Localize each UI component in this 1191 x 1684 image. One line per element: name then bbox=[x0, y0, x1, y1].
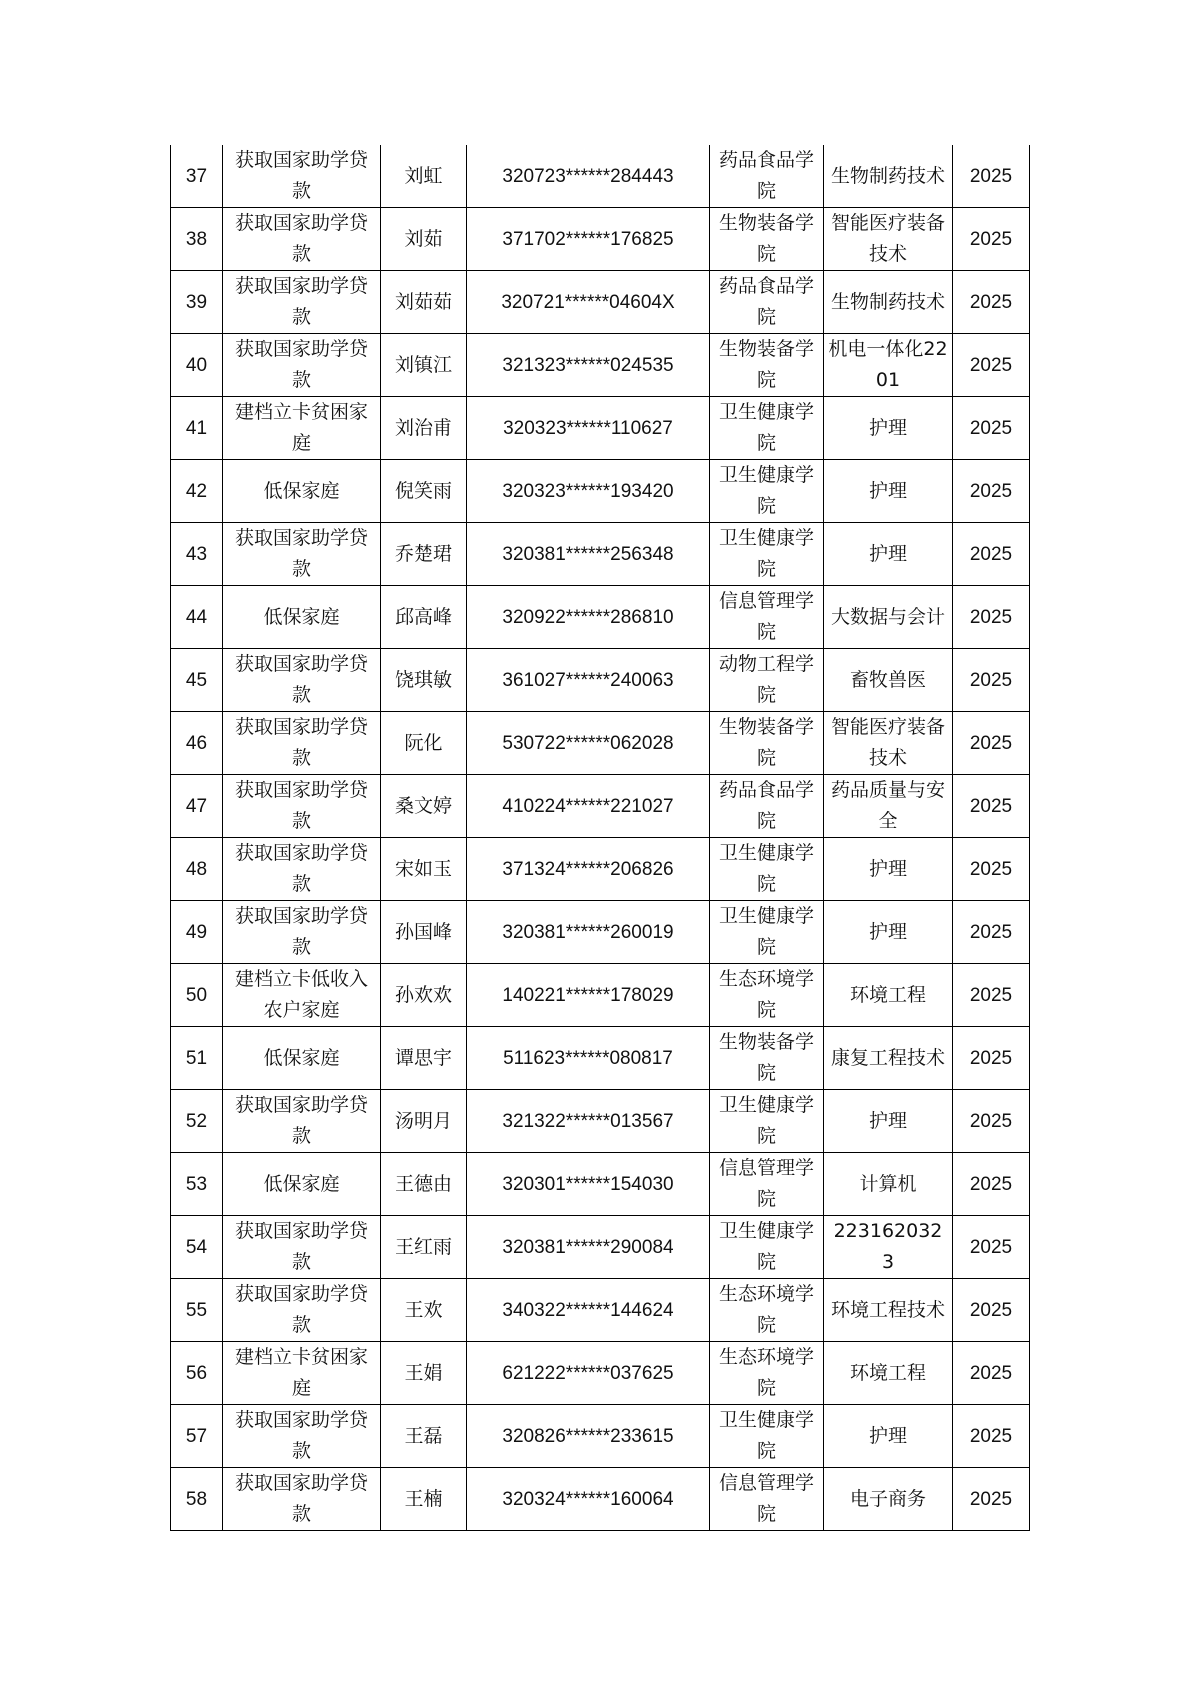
student-name-cell: 乔楚珺 bbox=[381, 523, 467, 586]
student-name-cell: 王磊 bbox=[381, 1405, 467, 1468]
id-number-cell: 320324******160064 bbox=[467, 1468, 710, 1531]
id-number-cell: 320723******284443 bbox=[467, 145, 710, 208]
aid-type-cell: 获取国家助学贷款 bbox=[223, 208, 381, 271]
college-cell: 卫生健康学院 bbox=[710, 1405, 824, 1468]
year-cell: 2025 bbox=[953, 523, 1030, 586]
year-cell: 2025 bbox=[953, 586, 1030, 649]
year-cell: 2025 bbox=[953, 712, 1030, 775]
major-cell: 康复工程技术 bbox=[824, 1027, 953, 1090]
major-cell: 生物制药技术 bbox=[824, 271, 953, 334]
aid-type-cell: 获取国家助学贷款 bbox=[223, 649, 381, 712]
college-cell: 信息管理学院 bbox=[710, 586, 824, 649]
college-cell: 卫生健康学院 bbox=[710, 1216, 824, 1279]
major-cell: 环境工程技术 bbox=[824, 1279, 953, 1342]
year-cell: 2025 bbox=[953, 775, 1030, 838]
student-name-cell: 刘茹 bbox=[381, 208, 467, 271]
id-number-cell: 320381******260019 bbox=[467, 901, 710, 964]
table-row bbox=[171, 523, 1030, 586]
table-row bbox=[171, 1090, 1030, 1153]
year-cell: 2025 bbox=[953, 334, 1030, 397]
major-cell: 护理 bbox=[824, 1405, 953, 1468]
id-number-cell: 371702******176825 bbox=[467, 208, 710, 271]
row-number-cell: 46 bbox=[171, 712, 223, 775]
aid-type-cell: 建档立卡贫困家庭 bbox=[223, 1342, 381, 1405]
row-number-cell: 55 bbox=[171, 1279, 223, 1342]
table-row bbox=[171, 1027, 1030, 1090]
table-row bbox=[171, 334, 1030, 397]
table-row bbox=[171, 586, 1030, 649]
row-number-cell: 45 bbox=[171, 649, 223, 712]
student-name-cell: 阮化 bbox=[381, 712, 467, 775]
table-row bbox=[171, 208, 1030, 271]
id-number-cell: 511623******080817 bbox=[467, 1027, 710, 1090]
row-number-cell: 48 bbox=[171, 838, 223, 901]
student-name-cell: 刘虹 bbox=[381, 145, 467, 208]
aid-type-cell: 低保家庭 bbox=[223, 586, 381, 649]
id-number-cell: 321323******024535 bbox=[467, 334, 710, 397]
student-name-cell: 王娟 bbox=[381, 1342, 467, 1405]
major-cell: 智能医疗装备技术 bbox=[824, 712, 953, 775]
row-number-cell: 40 bbox=[171, 334, 223, 397]
college-cell: 生物装备学院 bbox=[710, 334, 824, 397]
year-cell: 2025 bbox=[953, 145, 1030, 208]
id-number-cell: 530722******062028 bbox=[467, 712, 710, 775]
table-row bbox=[171, 1153, 1030, 1216]
aid-type-cell: 获取国家助学贷款 bbox=[223, 334, 381, 397]
row-number-cell: 57 bbox=[171, 1405, 223, 1468]
table-row bbox=[171, 397, 1030, 460]
college-cell: 卫生健康学院 bbox=[710, 838, 824, 901]
table-row bbox=[171, 964, 1030, 1027]
table-row bbox=[171, 1216, 1030, 1279]
year-cell: 2025 bbox=[953, 901, 1030, 964]
student-name-cell: 谭思宇 bbox=[381, 1027, 467, 1090]
year-cell: 2025 bbox=[953, 964, 1030, 1027]
major-cell: 护理 bbox=[824, 523, 953, 586]
aid-type-cell: 低保家庭 bbox=[223, 1027, 381, 1090]
major-cell: 畜牧兽医 bbox=[824, 649, 953, 712]
college-cell: 卫生健康学院 bbox=[710, 523, 824, 586]
table-row bbox=[171, 649, 1030, 712]
college-cell: 药品食品学院 bbox=[710, 271, 824, 334]
row-number-cell: 49 bbox=[171, 901, 223, 964]
roster-body bbox=[171, 145, 1030, 1531]
major-cell: 电子商务 bbox=[824, 1468, 953, 1531]
row-number-cell: 53 bbox=[171, 1153, 223, 1216]
college-cell: 生物装备学院 bbox=[710, 1027, 824, 1090]
row-number-cell: 47 bbox=[171, 775, 223, 838]
major-cell: 护理 bbox=[824, 1090, 953, 1153]
id-number-cell: 410224******221027 bbox=[467, 775, 710, 838]
major-cell: 2231620323 bbox=[824, 1216, 953, 1279]
student-name-cell: 王红雨 bbox=[381, 1216, 467, 1279]
table-row bbox=[171, 1405, 1030, 1468]
row-number-cell: 52 bbox=[171, 1090, 223, 1153]
student-name-cell: 孙国峰 bbox=[381, 901, 467, 964]
major-cell: 机电一体化2201 bbox=[824, 334, 953, 397]
student-name-cell: 王楠 bbox=[381, 1468, 467, 1531]
college-cell: 生态环境学院 bbox=[710, 964, 824, 1027]
student-roster-table bbox=[170, 145, 1030, 1531]
aid-type-cell: 低保家庭 bbox=[223, 460, 381, 523]
college-cell: 卫生健康学院 bbox=[710, 397, 824, 460]
aid-type-cell: 获取国家助学贷款 bbox=[223, 271, 381, 334]
major-cell: 药品质量与安全 bbox=[824, 775, 953, 838]
row-number-cell: 37 bbox=[171, 145, 223, 208]
student-name-cell: 刘治甫 bbox=[381, 397, 467, 460]
table-row bbox=[171, 271, 1030, 334]
college-cell: 生态环境学院 bbox=[710, 1279, 824, 1342]
year-cell: 2025 bbox=[953, 1027, 1030, 1090]
year-cell: 2025 bbox=[953, 208, 1030, 271]
aid-type-cell: 获取国家助学贷款 bbox=[223, 838, 381, 901]
major-cell: 护理 bbox=[824, 397, 953, 460]
table-row bbox=[171, 838, 1030, 901]
college-cell: 生态环境学院 bbox=[710, 1342, 824, 1405]
row-number-cell: 39 bbox=[171, 271, 223, 334]
student-name-cell: 刘茹茹 bbox=[381, 271, 467, 334]
year-cell: 2025 bbox=[953, 1216, 1030, 1279]
major-cell: 生物制药技术 bbox=[824, 145, 953, 208]
student-name-cell: 桑文婷 bbox=[381, 775, 467, 838]
major-cell: 护理 bbox=[824, 901, 953, 964]
id-number-cell: 371324******206826 bbox=[467, 838, 710, 901]
college-cell: 药品食品学院 bbox=[710, 145, 824, 208]
college-cell: 药品食品学院 bbox=[710, 775, 824, 838]
year-cell: 2025 bbox=[953, 1279, 1030, 1342]
year-cell: 2025 bbox=[953, 271, 1030, 334]
college-cell: 生物装备学院 bbox=[710, 208, 824, 271]
table-row bbox=[171, 712, 1030, 775]
row-number-cell: 43 bbox=[171, 523, 223, 586]
aid-type-cell: 建档立卡低收入农户家庭 bbox=[223, 964, 381, 1027]
student-name-cell: 汤明月 bbox=[381, 1090, 467, 1153]
year-cell: 2025 bbox=[953, 649, 1030, 712]
aid-type-cell: 获取国家助学贷款 bbox=[223, 145, 381, 208]
table-row bbox=[171, 901, 1030, 964]
id-number-cell: 340322******144624 bbox=[467, 1279, 710, 1342]
college-cell: 卫生健康学院 bbox=[710, 460, 824, 523]
table-row bbox=[171, 1342, 1030, 1405]
year-cell: 2025 bbox=[953, 1468, 1030, 1531]
year-cell: 2025 bbox=[953, 1405, 1030, 1468]
row-number-cell: 44 bbox=[171, 586, 223, 649]
major-cell: 大数据与会计 bbox=[824, 586, 953, 649]
id-number-cell: 320323******110627 bbox=[467, 397, 710, 460]
aid-type-cell: 获取国家助学贷款 bbox=[223, 1090, 381, 1153]
row-number-cell: 50 bbox=[171, 964, 223, 1027]
college-cell: 动物工程学院 bbox=[710, 649, 824, 712]
id-number-cell: 320922******286810 bbox=[467, 586, 710, 649]
aid-type-cell: 获取国家助学贷款 bbox=[223, 1216, 381, 1279]
major-cell: 智能医疗装备技术 bbox=[824, 208, 953, 271]
aid-type-cell: 获取国家助学贷款 bbox=[223, 775, 381, 838]
college-cell: 生物装备学院 bbox=[710, 712, 824, 775]
aid-type-cell: 获取国家助学贷款 bbox=[223, 712, 381, 775]
row-number-cell: 51 bbox=[171, 1027, 223, 1090]
id-number-cell: 140221******178029 bbox=[467, 964, 710, 1027]
aid-type-cell: 低保家庭 bbox=[223, 1153, 381, 1216]
major-cell: 护理 bbox=[824, 460, 953, 523]
aid-type-cell: 获取国家助学贷款 bbox=[223, 1468, 381, 1531]
aid-type-cell: 获取国家助学贷款 bbox=[223, 1405, 381, 1468]
id-number-cell: 621222******037625 bbox=[467, 1342, 710, 1405]
row-number-cell: 54 bbox=[171, 1216, 223, 1279]
student-name-cell: 王德由 bbox=[381, 1153, 467, 1216]
aid-type-cell: 获取国家助学贷款 bbox=[223, 1279, 381, 1342]
year-cell: 2025 bbox=[953, 1342, 1030, 1405]
id-number-cell: 320323******193420 bbox=[467, 460, 710, 523]
table-row bbox=[171, 460, 1030, 523]
id-number-cell: 320826******233615 bbox=[467, 1405, 710, 1468]
id-number-cell: 320381******256348 bbox=[467, 523, 710, 586]
major-cell: 计算机 bbox=[824, 1153, 953, 1216]
college-cell: 信息管理学院 bbox=[710, 1153, 824, 1216]
student-name-cell: 邱高峰 bbox=[381, 586, 467, 649]
year-cell: 2025 bbox=[953, 460, 1030, 523]
major-cell: 环境工程 bbox=[824, 1342, 953, 1405]
year-cell: 2025 bbox=[953, 1153, 1030, 1216]
student-name-cell: 宋如玉 bbox=[381, 838, 467, 901]
id-number-cell: 320381******290084 bbox=[467, 1216, 710, 1279]
id-number-cell: 321322******013567 bbox=[467, 1090, 710, 1153]
college-cell: 卫生健康学院 bbox=[710, 1090, 824, 1153]
student-name-cell: 刘镇江 bbox=[381, 334, 467, 397]
id-number-cell: 320721******04604X bbox=[467, 271, 710, 334]
id-number-cell: 320301******154030 bbox=[467, 1153, 710, 1216]
row-number-cell: 42 bbox=[171, 460, 223, 523]
major-cell: 护理 bbox=[824, 838, 953, 901]
id-number-cell: 361027******240063 bbox=[467, 649, 710, 712]
aid-type-cell: 建档立卡贫困家庭 bbox=[223, 397, 381, 460]
aid-type-cell: 获取国家助学贷款 bbox=[223, 901, 381, 964]
table-row bbox=[171, 145, 1030, 208]
year-cell: 2025 bbox=[953, 1090, 1030, 1153]
row-number-cell: 41 bbox=[171, 397, 223, 460]
year-cell: 2025 bbox=[953, 397, 1030, 460]
student-name-cell: 饶琪敏 bbox=[381, 649, 467, 712]
table-row bbox=[171, 1468, 1030, 1531]
table-row bbox=[171, 1279, 1030, 1342]
college-cell: 信息管理学院 bbox=[710, 1468, 824, 1531]
table-row bbox=[171, 775, 1030, 838]
college-cell: 卫生健康学院 bbox=[710, 901, 824, 964]
student-name-cell: 王欢 bbox=[381, 1279, 467, 1342]
major-cell: 环境工程 bbox=[824, 964, 953, 1027]
row-number-cell: 58 bbox=[171, 1468, 223, 1531]
year-cell: 2025 bbox=[953, 838, 1030, 901]
student-name-cell: 孙欢欢 bbox=[381, 964, 467, 1027]
aid-type-cell: 获取国家助学贷款 bbox=[223, 523, 381, 586]
row-number-cell: 38 bbox=[171, 208, 223, 271]
student-name-cell: 倪笑雨 bbox=[381, 460, 467, 523]
row-number-cell: 56 bbox=[171, 1342, 223, 1405]
